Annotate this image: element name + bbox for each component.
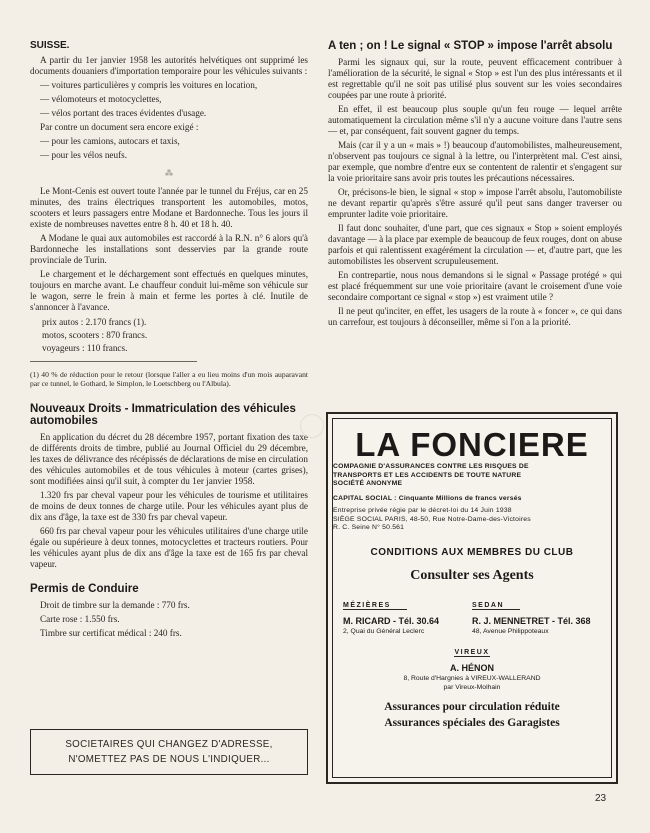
agent-vireux [333,641,611,691]
stop-heading: A ten ; on ! Le signal « STOP » impose l'arrêt absolu [328,40,613,52]
advert-line: TRANSPORTS ET LES ACCIDENTS DE TOUTE NATURE [333,471,522,479]
agent-address: par Vireux-Molhain [443,683,501,691]
agents-row [343,594,601,635]
droits-paragraph: 1.320 frs par cheval vapeur pour les véhicules de tourisme et utilitaires de moins de deux tonnes de charge utile. Pour les véhicules ayant plus de dix ans d'âge, la taxe est de 330 frs par cheval vapeur. [30,490,308,522]
stamp-mark [300,414,324,438]
page-number: 23 [595,793,607,804]
stop-paragraph: Mais (car il y a un « mais » !) beaucoup d'automobilistes, malheureusement, n'observent pas toujours ce signal à la lettre, ou l'interprètent mal. C'est ainsi, par exemple, que nombre d'entre eux se contentent de ralentir et s'engagent sur la voie prioritaire sans avoir pris toutes les précautions nécessaires. [328,140,622,183]
advert-slogan: Assurances spéciales des Garagistes [384,716,560,729]
la-fonciere-advert [326,412,618,784]
advert-consult: Consulter ses Agents [410,567,534,583]
advert-line: Entreprise privée régie par le décret-loi du 14 Juin 1938 [333,507,512,514]
agent-address: 2, Quai du Général Leclerc [343,627,425,635]
stop-paragraph: En effet, il est beaucoup plus souple qu'un feu rouge — lequel arrête automatiquement la circulation même s'il n'y a aucune voiture dans l'autre sens — et, par conséquent, fait souvent gagner du temps. [328,104,622,136]
stop-paragraph: Or, précisons-le bien, le signal « stop » impose l'arrêt absolu, l'automobiliste ne devant repartir qu'après s'être assuré qu'il peut sans danger traverser ou emprunter ladite voie prioritaire. [328,187,622,219]
stop-paragraph: Il faut donc souhaiter, d'une part, que ces signaux « Stop » soient employés davantage — à la place par exemple de beaucoup de feux rouges, dont on abuse parfois et qui ralentissent exagérément la circulation — et, d'autre part, que les automobilistes les observent scrupuleusement. [328,223,622,266]
cenis-paragraph: Le Mont-Cenis est ouvert toute l'année par le tunnel du Fréjus, car en 25 minutes, des trains électriques transportent les automobiles, motos, scooters et leurs passagers entre Modane et Bardonneche. Tous les jours il existe de nombreuses navettes entre 8 h. 40 et 18 h. 40. [30,186,308,229]
droits-heading: Nouveaux Droits - Immatriculation des véhicules automobiles [30,403,296,427]
footnote-rule [30,361,197,362]
suisse-item: — voitures particulières y compris les voitures en location, [40,80,258,90]
right-column [328,40,622,331]
permis-line: Carte rose : 1.550 frs. [40,614,120,624]
agent-name: M. RICARD - Tél. 30.64 [343,615,440,626]
cenis-paragraph: A Modane le quai aux automobiles est raccordé à la R.N. n° 6 alors qu'à Bardonneche les installations sont desservies par la grande route provinciale de Turin. [30,233,308,265]
price-line: voyageurs : 110 francs. [42,343,128,353]
agent-city: SEDAN [472,602,520,610]
suisse-item: — pour les camions, autocars et taxis, [40,136,180,146]
price-line: motos, scooters : 870 francs. [42,330,148,340]
droits-paragraph: En application du décret du 28 décembre 1957, portant fixation des taxe de différents droits de timbre, publié au Journal Officiel du 29 décembre, les taxes de délivrance des récépissés de déclarations de mise en circulation des véhicules automobiles et de tous véhicules à moteur (cartes grises), sont modifiées ainsi qu'il suit, à compter du 1er janvier 1958. [30,432,308,486]
advert-title: LA FONCIERE [355,426,589,463]
agent-address: 8, Route d'Hargnies à VIREUX-WALLERAND [403,674,541,682]
agent-city: MÉZIÈRES [343,602,407,610]
section-separator: ⁂ [165,169,173,178]
advert-line: R. C. Seine N° 50.561 [333,524,405,531]
price-line: prix autos : 2.170 francs (1). [42,317,147,327]
advert-inner-frame [332,418,612,778]
agent-address: 48, Avenue Philippoteaux [472,627,549,635]
agent-name: A. HÉNON [449,662,494,673]
stop-paragraph: En contrepartie, nous nous demandons si le signal « Passage protégé » qui est placé fréquemment sur une voie prioritaire (avant le croisement d'une voie secondaire comportant ce signal « stop ») est vraiment utile ? [328,270,622,302]
permis-line: Timbre sur certificat médical : 240 frs. [40,628,182,638]
stop-paragraph: Parmi les signaux qui, sur la route, peuvent efficacement contribuer à l'amélioration de la sécurité, le signal « Stop » est l'un des plus intéressants et il est regrettable qu'il ne soit pas utilisé plus souvent sur les voies secondaires coupées par une route à priorité. [328,57,622,100]
cenis-paragraph: Le chargement et le déchargement sont effectués en quelques minutes, toujours en marche avant. Le chauffeur conduit lui-même son véhicule sur le wagon, serre le frein à main et ferme les portes à clé. Inutile de s'annoncer à l'avance. [30,269,308,312]
suisse-paragraph: A partir du 1er janvier 1958 les autorités helvétiques ont supprimé les documents douaniers d'importation temporaire pour les véhicules suivants : [30,55,308,76]
agent-city: VIREUX [454,648,490,656]
permis-line: Droit de timbre sur la demande : 770 frs. [40,600,190,610]
permis-heading: Permis de Conduire [30,583,139,595]
notice-line: N'OMETTEZ PAS DE NOUS L'INDIQUER... [68,754,270,765]
agent-sedan [472,594,601,635]
advert-conditions: CONDITIONS AUX MEMBRES DU CLUB [370,546,574,558]
address-change-notice [30,729,308,775]
footnote: (1) 40 % de réduction pour le retour (lorsque l'aller a eu lieu moins d'un mois auparavant par ce tunnel, le Gothard, le Simplon, le Loetschberg ou l'Albula). [30,370,308,388]
left-column [30,40,308,642]
advert-line: SIÈGE SOCIAL PARIS, 48-50, Rue Notre-Dame-des-Victoires [333,515,531,523]
advert-line: SOCIÉTÉ ANONYME [333,480,403,487]
suisse-item: — vélos portant des traces évidentes d'usage. [40,108,207,118]
suisse-paragraph: Par contre un document sera encore exigé : [40,122,199,132]
advert-line: COMPAGNIE D'ASSURANCES CONTRE LES RISQUES DE [333,463,529,470]
droits-paragraph: 660 frs par cheval vapeur pour les véhicules utilitaires d'une charge utile égale ou supérieure à deux tonnes, motocyclettes et tracteurs routiers. Pour les véhicules ayant plus de dix ans d'âge la taxe est de 165 frs par cheval vapeur. [30,526,308,569]
suisse-item: — pour les vélos neufs. [40,150,128,160]
notice-line: SOCIETAIRES QUI CHANGEZ D'ADRESSE, [65,739,273,750]
advert-capital: CAPITAL SOCIAL : Cinquante Millions de francs versés [333,494,522,502]
suisse-heading: SUISSE. [30,40,70,51]
advert-slogan: Assurances pour circulation réduite [384,700,560,713]
suisse-item: — vélomoteurs et motocyclettes, [40,94,162,104]
stop-paragraph: Il ne peut qu'inciter, en effet, les usagers de la route à « foncer », ce qui dans un carrefour, est toujours à déconseiller, même si l'on a la priorité. [328,306,622,327]
agent-mezieres [343,594,472,635]
agent-name: R. J. MENNETRET - Tél. 368 [472,615,591,626]
